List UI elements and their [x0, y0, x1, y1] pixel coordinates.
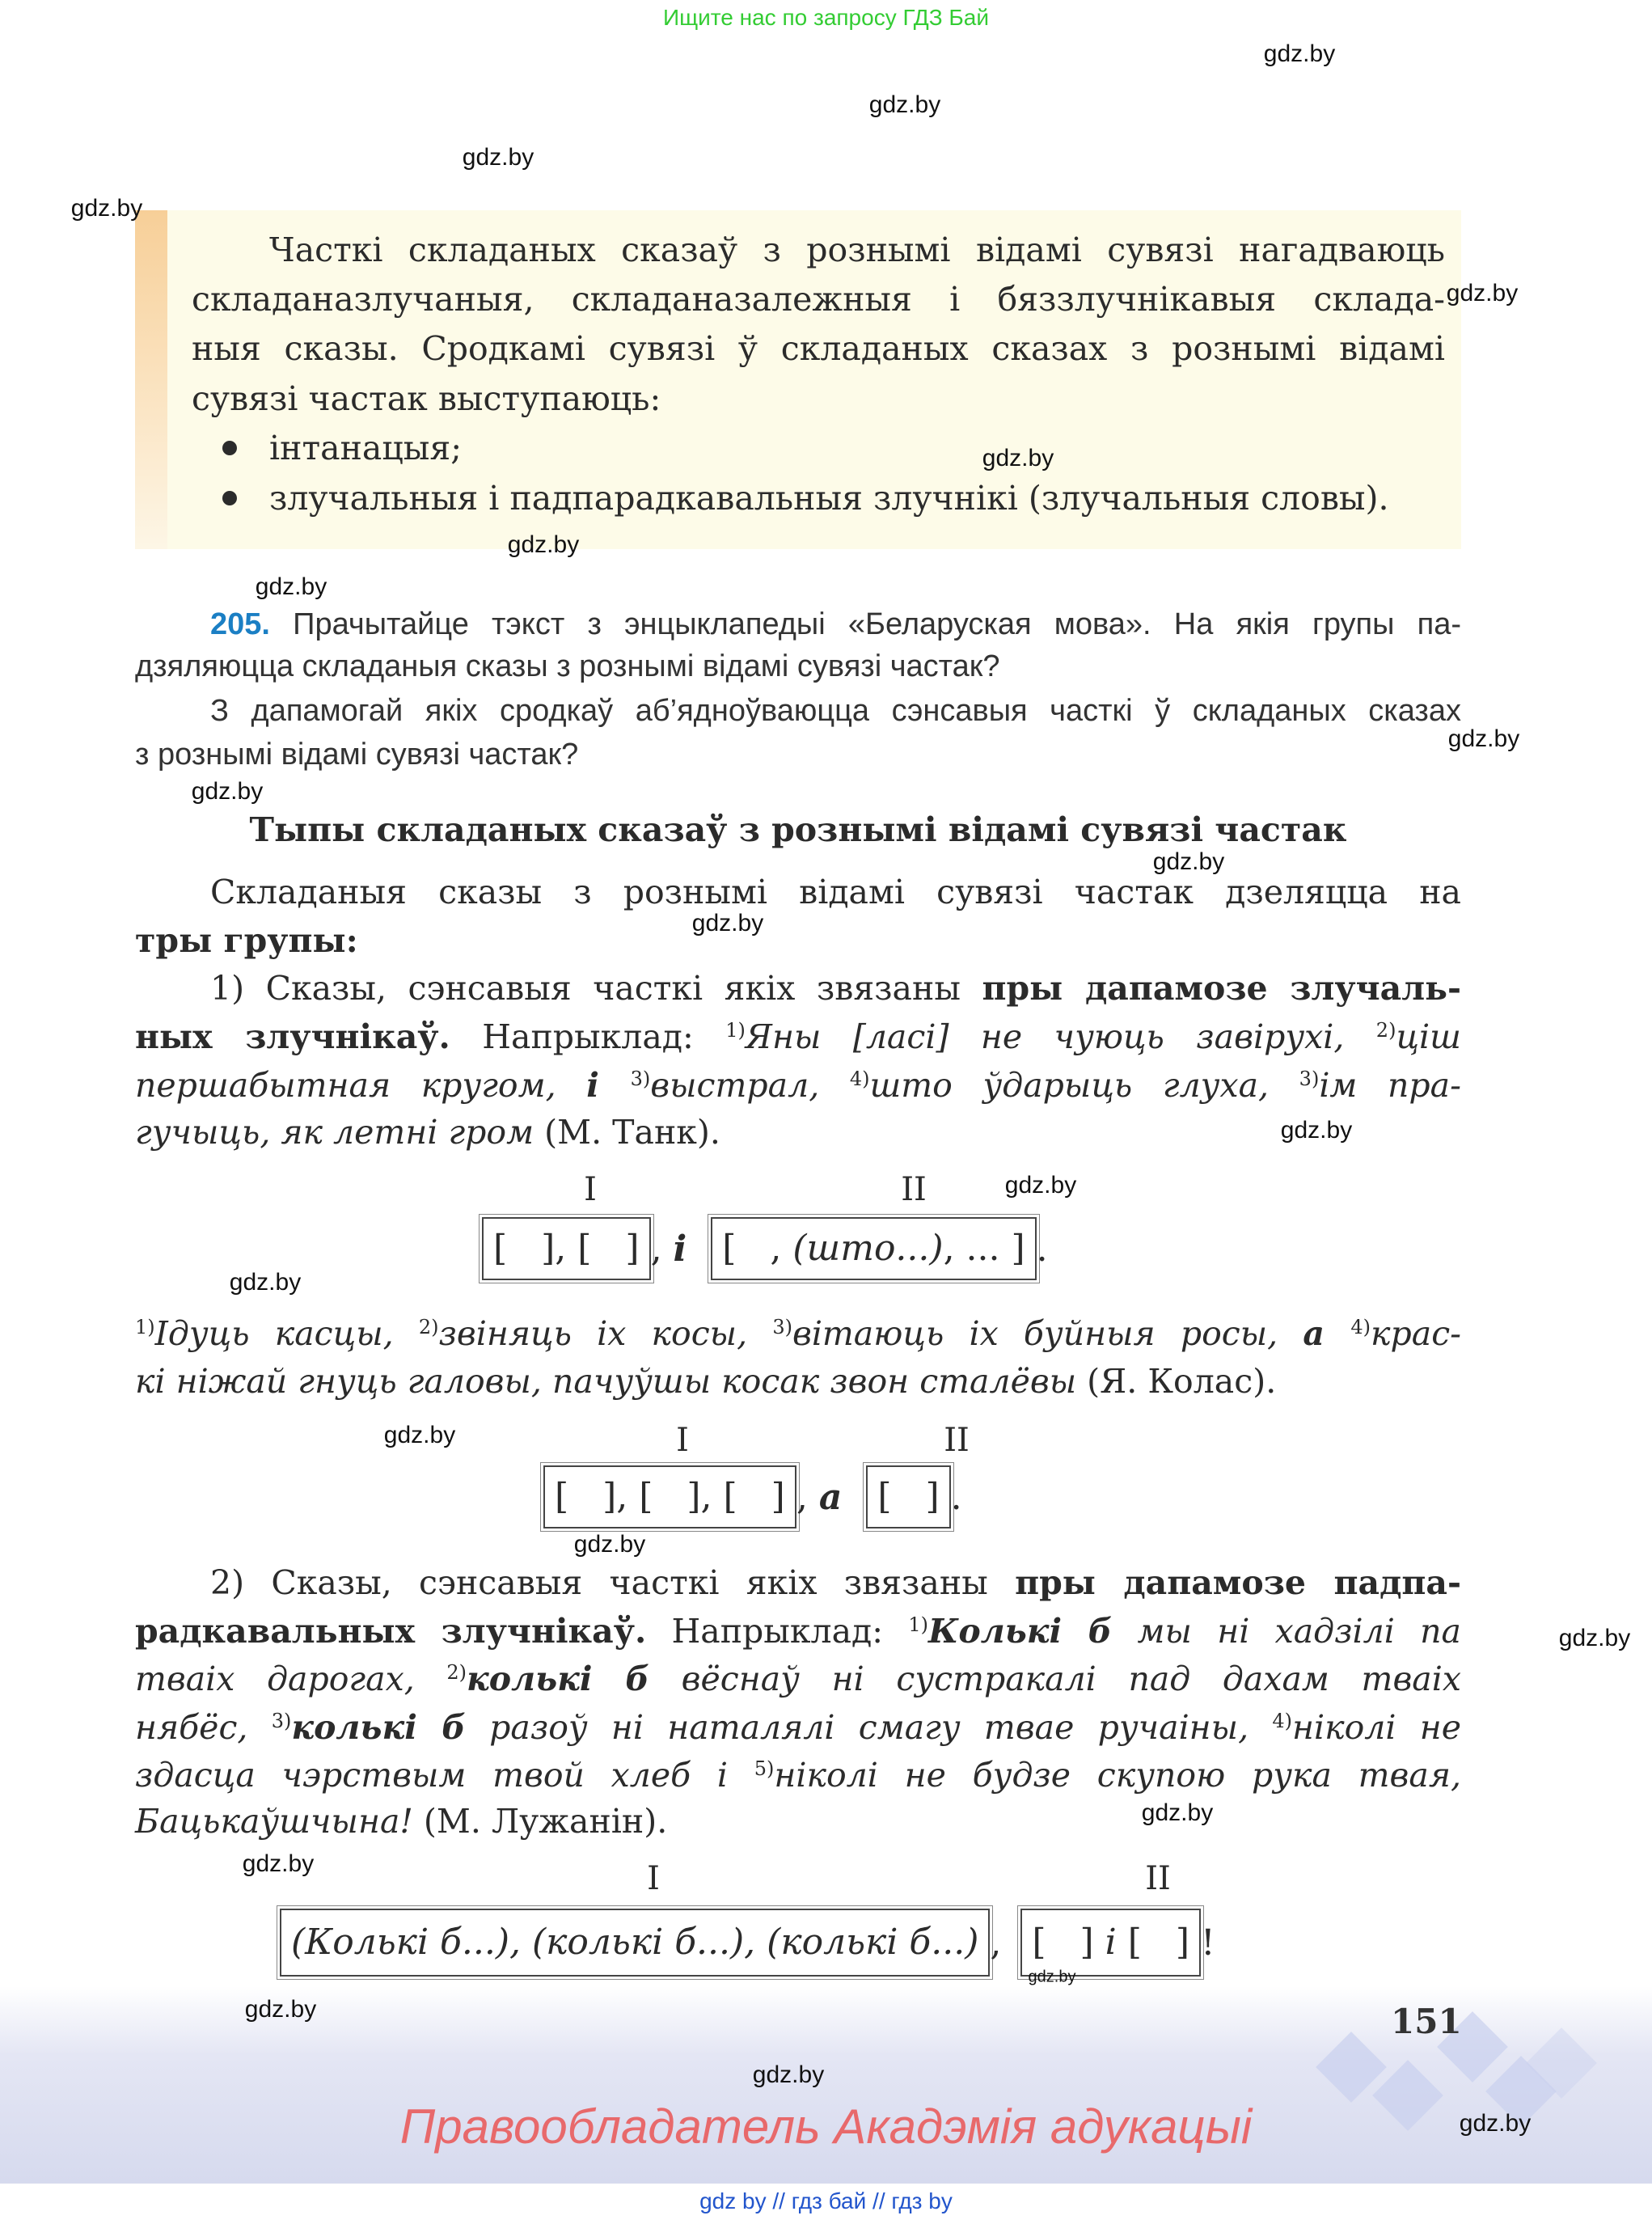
watermark: gdz.by — [752, 2061, 825, 2088]
text-segment: ніколі не будзе скупою рука твая, — [774, 1756, 1461, 1795]
exercise-line — [135, 642, 1000, 691]
page-number: 151 — [1391, 2002, 1462, 2041]
text-segment: радкавальных злучнікаў. — [135, 1612, 647, 1651]
text-segment: Напрыклад: — [450, 1017, 726, 1056]
watermark: gdz.by — [242, 1850, 315, 1877]
text-segment: Напрыклад: — [646, 1612, 909, 1651]
text-segment: сувязі частак выступаюць: — [192, 379, 661, 418]
schema-label: II — [1145, 1860, 1171, 1897]
watermark: gdz.by — [1447, 725, 1520, 752]
body-line — [135, 1108, 720, 1156]
watermark: gdz.by — [1263, 40, 1336, 67]
schema-conj: а — [818, 1476, 843, 1518]
schema-text: [ ], [ ] — [493, 1228, 640, 1269]
watermark: gdz.by — [462, 144, 534, 171]
exercise-line — [210, 687, 1461, 735]
footnote-marker: 1) — [135, 1316, 155, 1338]
body-line — [210, 1558, 1461, 1607]
footnote-marker: 4) — [1272, 1710, 1292, 1732]
bullet-item: злучальныя і падпарадкавальныя злучнікі (злучальныя словы). — [269, 479, 1389, 518]
text-segment: мы ні хадзілі па — [1112, 1612, 1462, 1651]
text-segment: (М. Лужанін). — [412, 1802, 668, 1841]
schema-2 — [543, 1465, 962, 1528]
schema-part-2 — [711, 1217, 1036, 1280]
watermark: gdz.by — [1459, 2110, 1532, 2137]
schema-conj: і — [1105, 1922, 1117, 1963]
text-segment: Прачытайце тэкст з энцыклапедыі «Беларуская мова». На якія групы па- — [269, 607, 1461, 641]
text-segment: Ідуць касцы, — [154, 1314, 419, 1353]
exercise-line — [135, 730, 578, 779]
schema-part-1 — [280, 1909, 990, 1977]
text-segment: пры дапамозе злучаль- — [982, 969, 1461, 1008]
text-segment: Яны [ласі] не чуюць завірухі, — [745, 1017, 1376, 1056]
schema-text: [ , — [722, 1228, 793, 1269]
text-segment: ныя сказы. Сродкамі сувязі ў складаных сказах з рознымі відамі — [192, 329, 1445, 368]
schema-sep: , — [796, 1476, 819, 1518]
text-segment: (Я. Колас). — [1076, 1362, 1277, 1401]
rule-line — [192, 324, 1445, 373]
footnote-marker: 3) — [271, 1710, 292, 1732]
schema-label: I — [584, 1171, 597, 1208]
footnote-marker: 1) — [725, 1019, 746, 1042]
watermark: gdz.by — [383, 1422, 456, 1448]
text-segment: З дапамогай якіх сродкаў аб’ядноўваюцца сэнсавыя часткі ў складаных сказах — [210, 694, 1461, 728]
body-line — [135, 1061, 1461, 1110]
text-segment: выстрал, — [650, 1066, 850, 1105]
text-segment: Часткі складаных сказаў з рознымі відамі сувязі нагадваюць — [269, 230, 1445, 269]
body-line — [135, 916, 358, 965]
body-line — [135, 1703, 1461, 1752]
text-segment: вітаюць іх буйныя росы, — [792, 1314, 1303, 1353]
watermark: gdz.by — [229, 1269, 302, 1296]
schema-part-1 — [543, 1465, 796, 1528]
schema-part-2 — [1020, 1909, 1201, 1977]
watermark: gdz.by — [982, 445, 1054, 471]
schema-text: (што...) — [792, 1228, 944, 1269]
text-segment: колькі б — [467, 1660, 649, 1698]
footnote-marker: 2) — [418, 1316, 439, 1338]
rights-holder: Правообладатель Акадэмія адукацыі — [399, 2099, 1253, 2154]
text-segment: Колькі б — [928, 1612, 1113, 1651]
text-segment: 2) Сказы, сэнсавыя часткі якіх звязаны — [210, 1563, 1016, 1602]
schema-part-2 — [866, 1465, 950, 1528]
text-segment: дзяляюцца складаныя сказы з рознымі відамі сувязі частак? — [135, 649, 1000, 683]
watermark: gdz.by — [244, 1996, 317, 2023]
bullet-icon — [222, 441, 237, 455]
text-segment: гучыць, як летні гром — [135, 1113, 534, 1152]
body-line — [210, 964, 1461, 1013]
watermark: gdz.by — [1152, 848, 1225, 875]
text-segment: і — [586, 1066, 631, 1105]
schema-text: [ ] — [1116, 1922, 1189, 1963]
schema-end: ! — [1201, 1922, 1215, 1964]
bottom-links — [0, 2188, 1652, 2214]
schema-label: II — [901, 1171, 927, 1208]
schema-part-1 — [482, 1217, 651, 1280]
bullet-item: інтанацыя; — [269, 429, 463, 467]
watermark: gdz.by — [191, 778, 264, 805]
text-segment: ціш — [1396, 1017, 1461, 1056]
schema-text: [ ], [ ], [ ] — [555, 1476, 785, 1517]
search-hint: Ищите нас по запросу ГДЗ Бай — [662, 5, 990, 30]
footnote-marker: 3) — [630, 1068, 651, 1090]
text-segment: складаназлучаныя, складаназалежныя і бяззлучнікавыя склада- — [192, 280, 1445, 319]
body-line — [135, 1607, 1461, 1655]
text-segment: кі ніжай гнуць галовы, пачуўшы косак звон сталёвы — [135, 1362, 1077, 1401]
footnote-marker: 5) — [754, 1757, 775, 1780]
watermark: gdz.by — [1446, 280, 1519, 307]
text-segment: здасца чэрствым твой хлеб і — [135, 1756, 754, 1795]
body-line — [135, 1655, 1461, 1703]
footnote-marker: 2) — [446, 1661, 467, 1684]
text-segment: (М. Танк). — [534, 1113, 720, 1152]
watermark: gdz.by — [507, 531, 580, 558]
footnote-marker: 3) — [1299, 1068, 1320, 1090]
watermark: gdz.by — [868, 91, 941, 118]
link-separator: // — [772, 2188, 785, 2213]
text-segment: колькі б — [291, 1708, 466, 1747]
link-separator: // — [872, 2188, 885, 2213]
schema-end: . — [950, 1476, 962, 1518]
watermark: gdz.by — [691, 910, 764, 937]
schema-text: , ... ] — [943, 1228, 1025, 1269]
text-segment: Складаныя сказы з рознымі відамі сувязі частак дзеляцца на — [210, 873, 1461, 911]
body-line — [210, 868, 1461, 916]
body-line — [135, 1013, 1461, 1061]
watermark: gdz.by — [255, 573, 327, 600]
text-segment: Бацькаўшчына! — [135, 1802, 413, 1841]
text-segment: вёснаў ні сустракалі пад дахам тваіх — [649, 1660, 1461, 1698]
text-segment: ніколі не — [1292, 1708, 1462, 1747]
schema-text: [ ] — [1032, 1922, 1105, 1963]
body-line — [135, 1797, 667, 1846]
text-segment: нябёс, — [135, 1708, 272, 1747]
text-segment: а — [1303, 1314, 1351, 1353]
rule-line — [192, 275, 1445, 323]
text-segment: што ўдарыць глуха, — [869, 1066, 1299, 1105]
text-segment: з рознымі відамі сувязі частак? — [135, 738, 579, 772]
footnote-marker: 3) — [772, 1316, 792, 1338]
body-line — [135, 1751, 1461, 1799]
schema-text: [ ] — [877, 1476, 940, 1517]
watermark: gdz.by — [1280, 1117, 1353, 1144]
rule-box-stripe — [135, 210, 167, 549]
text-segment: тваіх дарогах, — [135, 1660, 447, 1698]
schema-label: II — [944, 1422, 970, 1459]
text-segment: ных злучнікаў. — [135, 1017, 450, 1056]
schema-label: I — [647, 1860, 660, 1897]
text-segment: звіняць іх косы, — [438, 1314, 773, 1353]
text-segment: 205. — [210, 607, 270, 641]
text-segment: крас- — [1371, 1314, 1462, 1353]
watermark: gdz.by — [70, 195, 143, 222]
rule-line — [269, 226, 1445, 274]
text-segment: разоў ні наталялі смагу твае ручаіны, — [465, 1708, 1273, 1747]
watermark: gdz.by — [1004, 1172, 1077, 1199]
footnote-marker: 4) — [1350, 1316, 1371, 1338]
body-line — [135, 1309, 1461, 1358]
watermark: gdz.by — [1558, 1625, 1631, 1651]
link-gdz-by[interactable]: gdz by — [699, 2188, 767, 2213]
text-segment: першабытная кругом, — [135, 1066, 587, 1105]
schema-label: I — [676, 1422, 689, 1459]
watermark: gdz.by — [573, 1531, 646, 1558]
footnote-marker: 2) — [1375, 1019, 1396, 1042]
exercise-line — [210, 600, 1461, 649]
body-line — [135, 1357, 1276, 1406]
bullet-icon — [222, 491, 237, 505]
schema-3 — [280, 1909, 1215, 1977]
watermark: gdz.by — [1141, 1799, 1214, 1826]
rule-line — [192, 374, 661, 423]
link-gdz-by-2[interactable]: гдз by — [891, 2188, 953, 2213]
text-segment: 1) Сказы, сэнсавыя часткі якіх звязаны — [210, 969, 982, 1008]
footnote-marker: 1) — [908, 1613, 929, 1636]
text-segment: ім пра- — [1319, 1066, 1461, 1105]
schema-text: (Колькі б...), (колькі б...), (колькі б...) — [291, 1922, 979, 1963]
schema-sep: , — [650, 1228, 674, 1270]
schema-end: . — [1036, 1228, 1048, 1270]
footnote-marker: 4) — [849, 1068, 870, 1090]
schema-sep: , — [990, 1922, 1013, 1964]
text-segment: пры дапамозе падпа- — [1015, 1563, 1462, 1602]
schema-1 — [482, 1217, 1048, 1280]
watermark: gdz.by — [1028, 1968, 1076, 1986]
link-gdz-bai[interactable]: гдз бай — [791, 2188, 867, 2213]
section-heading: Тыпы складаных сказаў з рознымі відамі сувязі частак — [249, 810, 1347, 849]
schema-conj: і — [673, 1228, 687, 1270]
text-segment: тры групы: — [135, 921, 358, 960]
